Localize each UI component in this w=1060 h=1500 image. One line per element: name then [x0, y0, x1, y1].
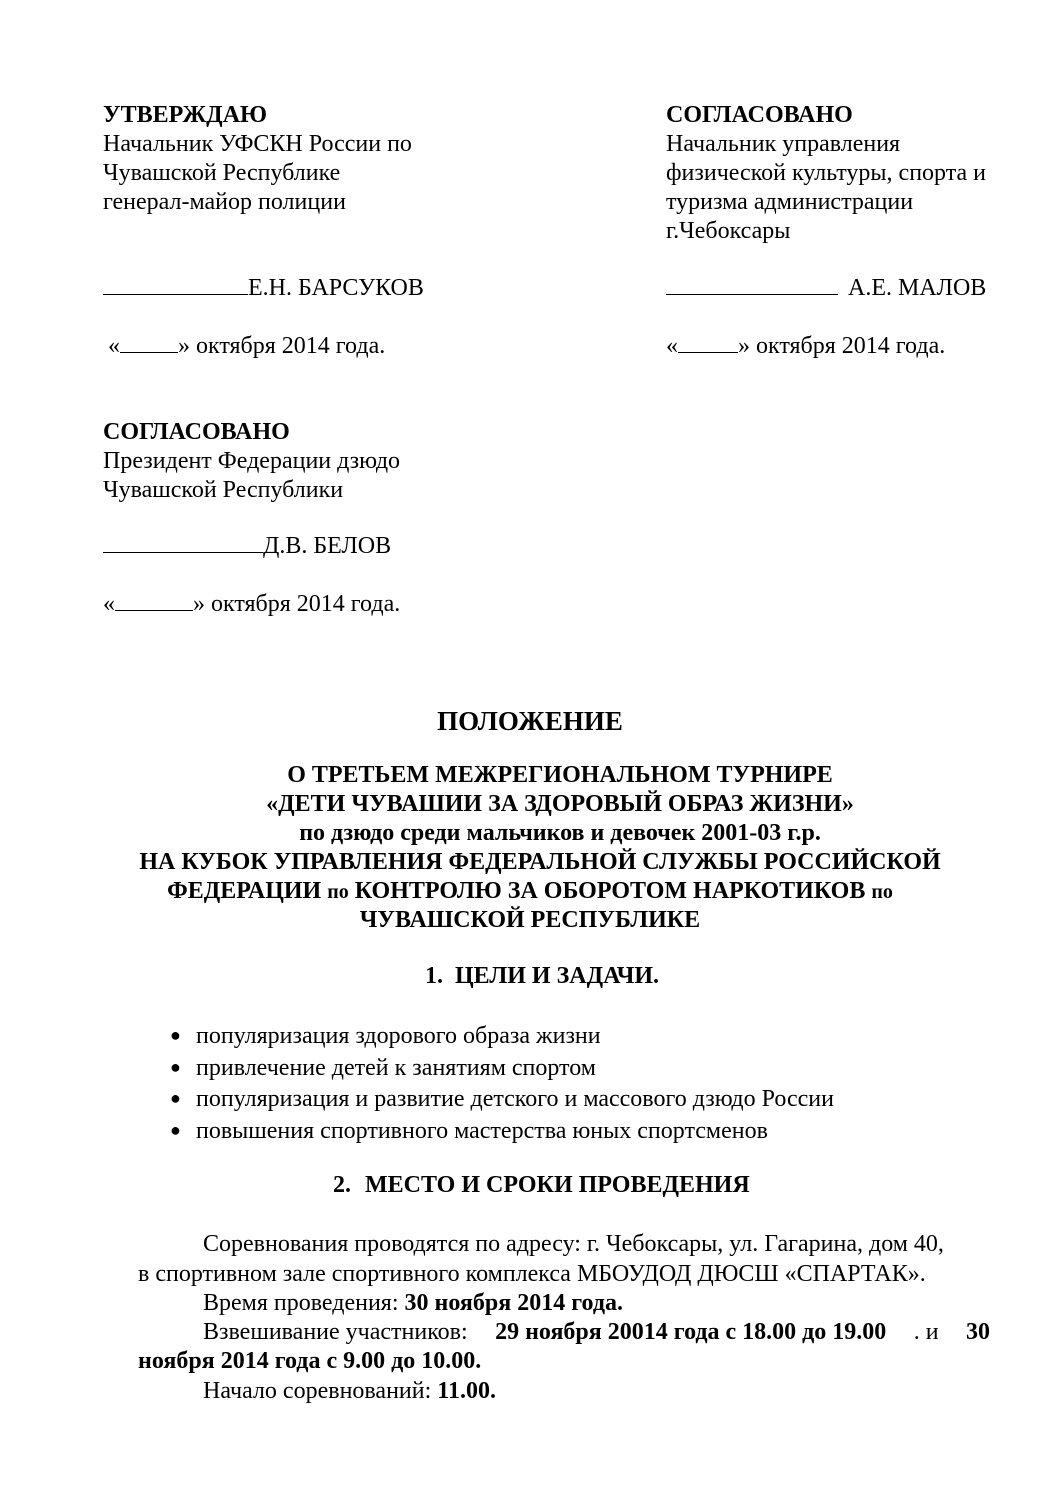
list-item	[170, 1115, 834, 1147]
competition-start-value: 11.00.	[437, 1378, 496, 1404]
section-heading	[425, 962, 659, 991]
signature-line	[666, 274, 986, 303]
signature-blank	[666, 274, 838, 295]
subtitle-line: О ТРЕТЬЕМ МЕЖРЕГИОНАЛЬНОМ ТУРНИРЕ	[287, 762, 833, 788]
subtitle-line: по дзюдо среди мальчиков и девочек 2001-03 г.р.	[299, 820, 821, 846]
approval-line: туризма администрации	[666, 189, 914, 215]
subtitle-fragment: КОНТРОЛЮ ЗА ОБОРОТОМ НАРКОТИКОВ	[348, 878, 872, 904]
signatory-name: А.Е. МАЛОВ	[848, 275, 987, 301]
signature-blank	[103, 274, 248, 295]
weigh-in-value: 29 ноября 20014 года с 18.00 до 19.00	[495, 1319, 887, 1345]
signatory-name: Д.В. БЕЛОВ	[263, 533, 392, 559]
date-line	[666, 332, 945, 361]
address-line: Соревнования проводятся по адресу: г. Чебоксары, ул. Гагарина, дом 40,	[203, 1231, 944, 1257]
weigh-in-separator: . и	[913, 1319, 939, 1345]
list-item	[170, 1020, 834, 1052]
date-blank	[678, 332, 738, 353]
date-blank	[120, 332, 178, 353]
signature-blank	[103, 532, 263, 553]
approval-line: Чувашской Республики	[103, 477, 344, 503]
goals-list	[170, 1020, 834, 1146]
weigh-in-line	[203, 1317, 990, 1347]
signatory-name: Е.Н. БАРСУКОВ	[248, 275, 424, 301]
section-heading	[333, 1171, 750, 1200]
section-number: 2.	[333, 1172, 351, 1198]
approval-line: г.Чебоксары	[666, 218, 791, 244]
list-item	[170, 1052, 834, 1084]
bullet-icon: ●	[170, 1088, 181, 1108]
approval-line: генерал-майор полиции	[103, 189, 346, 215]
list-item-text: привлечение детей к занятиям спортом	[196, 1054, 596, 1081]
approval-heading: СОГЛАСОВАНО	[666, 102, 853, 128]
approval-line: Президент Федерации дзюдо	[103, 448, 401, 474]
date-quote-open: «	[666, 333, 678, 359]
bullet-icon: ●	[170, 1119, 181, 1140]
subtitle-line	[0, 877, 1060, 907]
subtitle-line: НА КУБОК УПРАВЛЕНИЯ ФЕДЕРАЛЬНОЙ СЛУЖБЫ РОССИЙСКОЙ	[139, 849, 941, 875]
event-time-value: 30 ноября 2014 года.	[404, 1290, 623, 1316]
address-line: в спортивном зале спортивного комплекса МБОУДОД ДЮСШ «СПАРТАК».	[138, 1261, 926, 1287]
bullet-icon: ●	[170, 1056, 181, 1077]
competition-start	[203, 1376, 496, 1406]
list-item-text: популяризация и развитие детского и массового дзюдо России	[196, 1086, 834, 1112]
date-line	[108, 332, 385, 361]
approval-heading: СОГЛАСОВАНО	[103, 419, 290, 445]
list-item	[170, 1083, 834, 1115]
date-text: » октября 2014 года.	[193, 591, 401, 617]
date-blank	[115, 590, 193, 611]
competition-start-label: Начало соревнований:	[203, 1378, 438, 1404]
date-line	[103, 590, 400, 619]
approval-line: Начальник УФСКН России по	[103, 131, 412, 157]
event-time-label: Время проведения:	[203, 1290, 405, 1316]
date-text: » октября 2014 года.	[738, 333, 946, 359]
section-number: 1.	[425, 963, 443, 989]
weigh-in-label: Взвешивание участников:	[203, 1319, 468, 1345]
date-quote-open: «	[103, 591, 115, 617]
subtitle-line: «ДЕТИ ЧУВАШИИ ЗА ЗДОРОВЫЙ ОБРАЗ ЖИЗНИ»	[266, 791, 854, 817]
subtitle-fragment: по	[871, 881, 893, 903]
subtitle-fragment: по	[327, 881, 349, 903]
bullet-icon: ●	[170, 1025, 181, 1045]
signature-line	[103, 532, 391, 561]
weigh-in-line-continued: ноября 2014 года с 9.00 до 10.00.	[138, 1348, 482, 1374]
weigh-in-value: 30	[966, 1319, 990, 1345]
approval-line: физической культуры, спорта и	[666, 160, 987, 186]
subtitle-line: ЧУВАШСКОЙ РЕСПУБЛИКЕ	[359, 907, 701, 933]
section-title: МЕСТО И СРОКИ ПРОВЕДЕНИЯ	[365, 1172, 750, 1198]
date-quote-open: «	[108, 333, 120, 359]
date-text: » октября 2014 года.	[178, 333, 386, 359]
section-title: ЦЕЛИ И ЗАДАЧИ.	[455, 963, 660, 989]
approval-heading: УТВЕРЖДАЮ	[103, 102, 268, 128]
signature-line	[103, 274, 424, 303]
event-time	[203, 1288, 623, 1318]
approval-line: Чувашской Республике	[103, 160, 341, 186]
list-item-text: популяризация здорового образа жизни	[196, 1023, 601, 1049]
document-title: ПОЛОЖЕНИЕ	[437, 706, 623, 736]
approval-line: Начальник управления	[666, 131, 901, 157]
subtitle-fragment: ФЕДЕРАЦИИ	[167, 878, 328, 904]
list-item-text: повышения спортивного мастерства юных спортсменов	[196, 1117, 768, 1144]
